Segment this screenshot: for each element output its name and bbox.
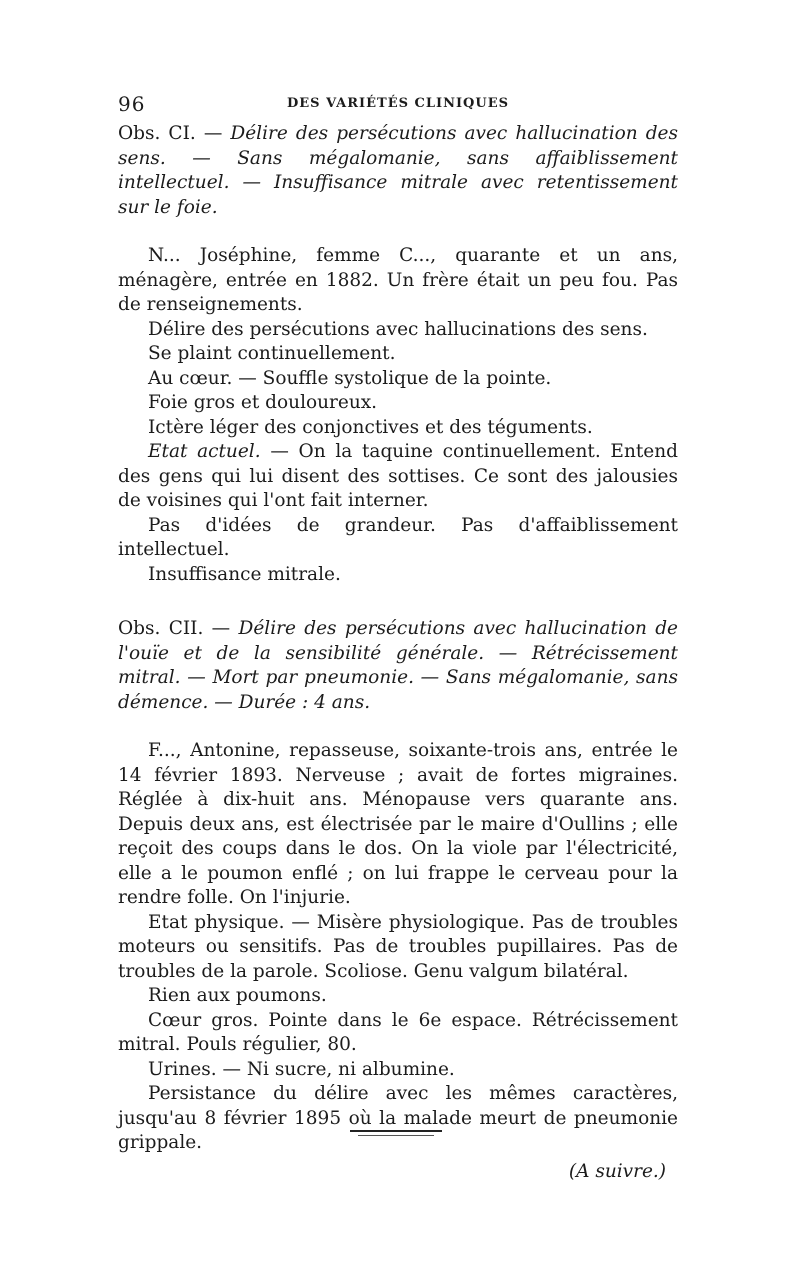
section-title: DES VARIÉTÉS CLINIQUES <box>286 96 510 111</box>
obs-ci-paragraph: Se plaint continuellement. <box>148 343 396 364</box>
obs-cii-title: Délire des persécutions avec hallucination de l'ouïe et de la sensibilité générale. — Rétrécissement mitral. — Mort par pneumonie. — Sans mégalomanie, sans démence. — Durée : 4 ans. <box>118 618 678 713</box>
a-suivre-signoff: (A suivre.) <box>568 1160 666 1182</box>
etat-actuel-text: — On la taquine continuellement. Entend des gens qui lui disent des sottises. Ce sont des jalousies de voisines qui l'ont fait interner. <box>118 441 678 511</box>
obs-cii-heading <box>118 617 678 715</box>
obs-cii-paragraph: Urines. — Ni sucre, ni albumine. <box>148 1058 455 1080</box>
obs-ci-paragraph: Pas d'idées de grandeur. Pas d'affaiblissement intellectuel. <box>118 514 678 560</box>
obs-cii-label: Obs. CII. — <box>118 618 231 639</box>
book-page <box>118 92 678 1203</box>
obs-ci-paragraph: Ictère léger des conjonctives et des téguments. <box>148 416 593 438</box>
obs-ci-etat-actuel <box>118 440 678 514</box>
obs-ci-label: Obs. CI. — <box>118 123 223 144</box>
obs-cii-paragraph: Rien aux poumons. <box>148 985 327 1006</box>
obs-ci-paragraph: Délire des persécutions avec hallucinations des sens. <box>148 318 648 340</box>
obs-cii-paragraph: Cœur gros. Pointe dans le 6e espace. Rétrécissement mitral. Pouls régulier, 80. <box>118 1009 678 1055</box>
obs-ci-heading <box>118 122 678 220</box>
etat-actuel-label: Etat actuel. <box>148 441 261 462</box>
obs-cii-paragraph: Etat physique. — Misère physiologique. Pas de troubles moteurs ou sensitifs. Pas de troubles pupillaires. Pas de troubles de la parole. Scoliose. Genu valgum bilatéral. <box>118 911 678 982</box>
end-rule-divider <box>350 1130 442 1132</box>
obs-ci-paragraph: Foie gros et douloureux. <box>148 392 378 413</box>
obs-ci-paragraph: N... Joséphine, femme C..., quarante et un ans, ménagère, entrée en 1882. Un frère était un peu fou. Pas de renseignements. <box>118 245 678 315</box>
obs-ci-title: Délire des persécutions avec hallucination des sens. — Sans mégalomanie, sans affaiblissement intellectuel. — Insuffisance mitrale avec retentissement sur le foie. <box>118 123 678 218</box>
obs-cii-paragraph: Persistance du délire avec les mêmes caractères, jusqu'au 8 février 1895 où la malade meurt de pneumonie grippale. <box>118 1083 678 1153</box>
running-head <box>118 92 678 122</box>
obs-ci-paragraph: Insuffisance mitrale. <box>148 563 341 585</box>
obs-cii-paragraph: F..., Antonine, repasseuse, soixante-trois ans, entrée le 14 février 1893. Nerveuse ; avait de fortes migraines. Réglée à dix-huit ans. Ménopause vers quarante ans. Depuis deux ans, est électrisée par le maire d'Oullins ; elle reçoit des coups dans le dos. On la viole par l'électricité, elle a le poumon enflé ; on lui frappe le cerveau pour la rendre folle. On l'injurie. <box>118 740 678 908</box>
page-number: 96 <box>118 92 146 116</box>
obs-ci-paragraph: Au cœur. — Souffle systolique de la pointe. <box>148 367 552 389</box>
